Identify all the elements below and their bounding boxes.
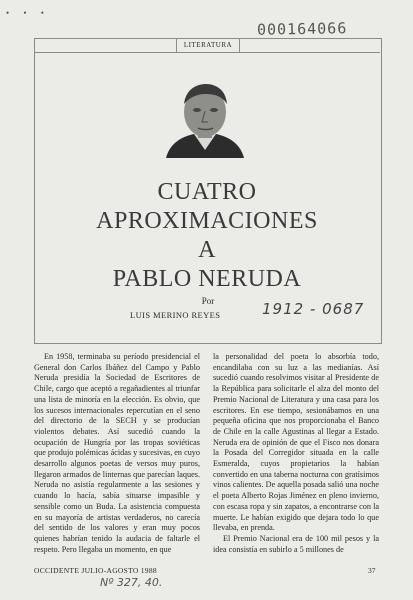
scan-marks: • • • [6,8,50,18]
handwritten-reference: Nº 327, 40. [100,576,163,589]
title-line: CUATRO [157,179,257,205]
catalog-stamp: 000164066 [256,19,348,39]
paragraph: la personalidad del poeta lo absorbía todo, encandilaba con su luz a las medianías. Así sucedió cuando resolvimos visitar al Presidente de la República para solicitarle el alza del monto del Premio Nacional de Literatura y una casa para los escritores. En ese tiempo, sesionábamos en una pequeña oficina que nos proporcionaba el Banco de Chile en la calle Agustinas al llegar a Estado. Neruda era de opinión de que el Fisco nos donara la Posada del Corregidor situada en la calle Esmeralda, cuyos propietarios la habían convertido en una taberna nocturna con gratísimos vinos calientes. De aquella posada salió una noche el poeta Alberto Rojas Jiménez en pleno invierno, con escasa ropa y sin zapatos, a encontrarse con la muerte. Le habían exigido que dejara todo lo que llevaba, en prenda. [213,352,379,533]
handwritten-years: 1912 - 0687 [262,300,365,318]
author-name: LUIS MERINO REYES [130,310,221,320]
paragraph: El Premio Nacional era de 100 mil pesos y la idea consistía en subirlo a 5 millones de [213,533,379,554]
page-number: 37 [368,566,376,575]
author-portrait [164,78,246,158]
header-rule [34,52,380,53]
text-column-left [34,352,200,555]
byline-prefix: Por [201,296,215,306]
title-line: APROXIMACIONES [96,208,318,234]
section-label: LITERATURA [176,38,240,52]
paragraph: En 1958, terminaba su período presidencial el General don Carlos Ibáñez del Campo y Pablo Neruda presidía la Sociedad de Escritores de Chile, cargo que aceptó a regañadientes al triunfar una lista de minoría en la elección. Es obvio, que los sucesos internacionales repercutían en el seno del directorio de la SECH y se producían violentos debates. Así sucedió cuando la ocupación de Hungría por las tropas soviéticas que produjo polémicas ácidas y sucesivas, en cuyo desarrollo algunos poetas de versos muy puros, llegaron armados de linternas que parecían laques. Neruda no asistía regularmente a las sesiones y cuando lo hacía, sabía situarse impasible y sensible como un Buda. La asistencia compuesta en su mayoría de artistas verdaderos, no carecía del sentido de los valores y eran muy pocos quienes habrían tenido la audacia de faltarle el respeto. Pero llegaba un momento, en que [34,352,200,554]
title-line: PABLO NERUDA [112,266,302,292]
journal-footer: OCCIDENTE JULIO-AGOSTO 1988 [34,566,157,575]
title-line: A [198,237,216,263]
text-column-right [213,352,379,555]
article-title [60,178,354,294]
